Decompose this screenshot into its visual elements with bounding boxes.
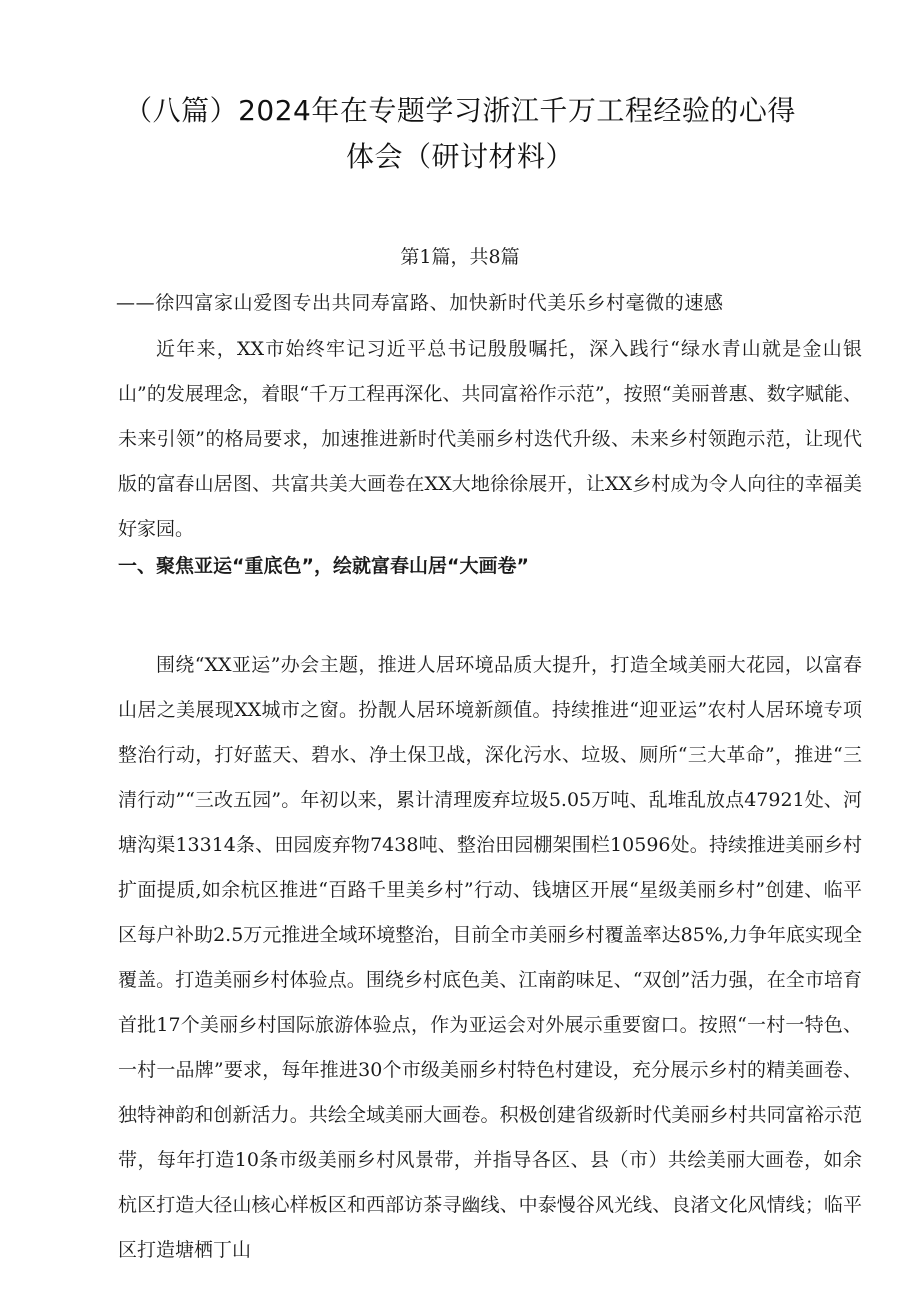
title-line-2: 体会（研讨材料）	[345, 140, 574, 173]
subtitle: ——徐四富家山爱图专出共同寿富路、加快新时代美乐乡村毫微的速感	[116, 292, 724, 314]
paragraph-2: 围绕“XX亚运”办会主题，推进人居环境品质大提升，打造全域美丽大花园，以富春山居之美展现XX城市之窗。扮靓人居环境新颜值。持续推进“迎亚运”农村人居环境专项整治行动，打好蓝天、碧水、净土保卫战，深化污水、垃圾、厕所“三大革命”，推进“三清行动”“三改五园”。年初以来，累计清理废弃垃圾5.05万吨、乱堆乱放点47921处、河塘沟渠13314条、田园废弃物7438吨、整治田园棚架围栏10596处。持续推进美丽乡村扩面提质,如余杭区推进“百路千里美乡村”行动、钱塘区开展“星级美丽乡村”创建、临平区每户补助2.5万元推进全域环境整治，目前全市美丽乡村覆盖率达85%,力争年底实现全覆盖。打造美丽乡村体验点。围绕乡村底色美、江南韵味足、“双创”活力强，在全市培育首批17个美丽乡村国际旅游体验点，作为亚运会对外展示重要窗口。按照“一村一特色、一村一品牌”要求，每年推进30个市级美丽乡村特色村建设，充分展示乡村的精美画卷、独特神韵和创新活力。共绘全域美丽大画卷。积极创建省级新时代美丽乡村共同富裕示范带，每年打造10条市级美丽乡村风景带，并指导各区、县（市）共绘美丽大画卷，如余杭区打造大径山核心样板区和西部访茶寻幽线、中泰慢谷风光线、良渚文化风情线；临平区打造塘栖丁山	[118, 654, 862, 1261]
section-1-paragraph-block	[118, 643, 862, 1273]
document-title	[80, 88, 840, 180]
section-count: 第1篇，共8篇	[400, 246, 520, 268]
paragraph-1: 近年来，XX市始终牢记习近平总书记殷殷嘱托，深入践行“绿水青山就是金山银山”的发展理念，着眼“千万工程再深化、共同富裕作示范”，按照“美丽普惠、数字赋能、未来引领”的格局要求，加速推进新时代美丽乡村迭代升级、未来乡村领跑示范，让现代版的富春山居图、共富共美大画卷在XX大地徐徐展开，让XX乡村成为令人向往的幸福美好家园。	[118, 338, 862, 540]
title-line-1: （八篇）2024年在专题学习浙江千万工程经验的心得	[124, 94, 796, 127]
section-heading-1: 一、聚焦亚运“重底色”，绘就富春山居“大画卷”	[118, 555, 529, 577]
intro-paragraph-block	[118, 327, 862, 552]
